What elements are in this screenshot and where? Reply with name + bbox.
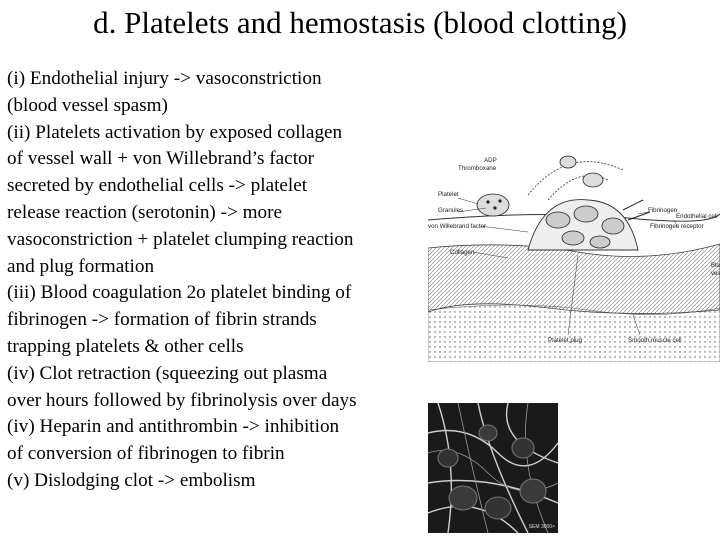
label-granules: Granules bbox=[438, 207, 464, 214]
red-blood-cell-1 bbox=[449, 486, 477, 510]
micrograph-scale-tag: SEM 3000× bbox=[528, 524, 555, 530]
red-blood-cell-2 bbox=[485, 497, 511, 519]
cropped-label-blood-vessel: Blo ves bbox=[711, 263, 720, 277]
platelet-aggregate-3 bbox=[602, 218, 624, 234]
sem-micrograph-image bbox=[428, 403, 558, 533]
paragraph-endothelial-injury: (i) Endothelial injury -> vasoconstriction (blood vessel spasm) bbox=[7, 68, 322, 116]
platelet-free bbox=[477, 194, 509, 216]
label-endothelial-cell: Endothelial cell bbox=[676, 213, 718, 220]
paragraph-platelet-activation: (ii) Platelets activation by exposed collagen of vessel wall + von Willebrand’s factor secreted by endothelial cells -> platelet release reaction (serotonin) -> more vasoconstriction + platelet clumping reaction and plug formation bbox=[7, 121, 354, 277]
platelet-aggregate-2 bbox=[574, 206, 598, 222]
body-text bbox=[7, 66, 417, 495]
label-collagen: Collagen bbox=[450, 249, 475, 256]
sem-micrograph bbox=[428, 403, 558, 533]
paragraph-clot-retraction: (iv) Clot retraction (squeezing out plasma over hours followed by fibrinolysis over days bbox=[7, 362, 357, 411]
red-blood-cell-3 bbox=[520, 479, 546, 503]
red-blood-cell-5 bbox=[438, 449, 458, 467]
red-blood-cell-4 bbox=[512, 438, 534, 458]
fibrinogen-strands bbox=[623, 200, 650, 220]
label-adp: ADP bbox=[484, 157, 497, 164]
paragraph-embolism: (v) Dislodging clot -> embolism bbox=[7, 469, 256, 491]
slide-title: d. Platelets and hemostasis (blood clotting) bbox=[93, 5, 627, 40]
platelet-plug-illustration bbox=[428, 140, 720, 362]
label-fibrinogen-receptor: Fibrinogen receptor bbox=[650, 223, 704, 230]
platelet-releasing-2 bbox=[560, 156, 576, 168]
platelet-aggregate-4 bbox=[562, 231, 584, 245]
platelet-plug-diagram bbox=[428, 140, 720, 362]
red-blood-cell-6 bbox=[479, 425, 497, 441]
label-fibrinogen: Fibrinogen bbox=[648, 207, 678, 214]
platelet-releasing-1 bbox=[583, 173, 603, 187]
label-von-willebrand-factor: von Willebrand factor bbox=[428, 223, 487, 230]
smooth-muscle-layer bbox=[428, 305, 720, 362]
paragraph-heparin: (iv) Heparin and antithrombin -> inhibition of conversion of fibrinogen to fibrin bbox=[7, 416, 340, 465]
label-platelet: Platelet bbox=[438, 191, 459, 198]
platelet-aggregate-1 bbox=[546, 212, 570, 228]
paragraph-coagulation: (iii) Blood coagulation 2o platelet binding of fibrinogen -> formation of fibrin strands trapping platelets & other cells bbox=[7, 282, 352, 357]
label-smooth-muscle-cell: Smooth muscle cell bbox=[628, 337, 682, 344]
platelet-aggregate-5 bbox=[590, 236, 610, 248]
label-thromboxane: Thromboxane bbox=[458, 165, 497, 172]
label-platelet-plug: Platelet plug bbox=[548, 337, 583, 344]
